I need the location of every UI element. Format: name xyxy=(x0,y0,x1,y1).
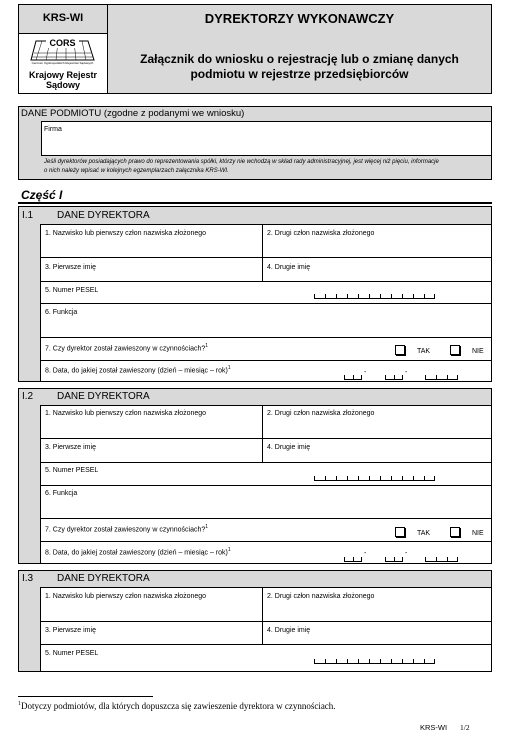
director-number-3: I.3 xyxy=(22,573,34,584)
second-surname-label: 2. Drugi człon nazwiska złożonego xyxy=(267,593,375,600)
date-year-boxes[interactable] xyxy=(425,375,458,380)
pesel-label: 5. Numer PESEL xyxy=(45,467,99,474)
date-month-boxes[interactable] xyxy=(385,375,403,380)
suspension-date-label: 8. Data, do jakiej został zawieszony (dzień – miesiąc – rok)$^1$ xyxy=(45,365,231,375)
surname-label: 1. Nazwisko lub pierwszy człon nazwiska złożonego xyxy=(45,230,207,237)
suspended-question: 7. Czy dyrektor został zawieszony w czynnościach?$^1$ xyxy=(45,524,209,534)
suspended-no-checkbox[interactable] xyxy=(450,345,460,355)
function-label: 6. Funkcja xyxy=(45,490,78,497)
second-surname-label: 2. Drugi człon nazwiska złożonego xyxy=(267,410,375,417)
function-field[interactable] xyxy=(41,304,491,337)
page-title: DYREKTORZY WYKONAWCZY xyxy=(204,11,395,26)
date-day-boxes[interactable] xyxy=(344,375,362,380)
footer-page-number: 1/2 xyxy=(460,723,470,732)
surname-label: 1. Nazwisko lub pierwszy człon nazwiska złożonego xyxy=(45,410,207,417)
entity-heading: DANE PODMIOTU (zgodne z podanymi we wniosku) xyxy=(21,108,245,119)
row-divider xyxy=(40,518,491,519)
footnote-text: Dotyczy podmiotów, dla których dopuszcza się zawieszenie dyrektora w czynnościach. xyxy=(21,701,336,711)
logo-small-text: Centrum Ogólnopolskich Rejestrów Sądowych xyxy=(31,61,94,65)
pesel-digit-boxes[interactable] xyxy=(314,294,435,299)
function-label: 6. Funkcja xyxy=(45,309,78,316)
date-separator: - xyxy=(364,369,367,376)
suspension-date-label: 8. Data, do jakiej został zawieszony (dzień – miesiąc – rok)$^1$ xyxy=(45,547,231,557)
second-name-label: 4. Drugie imię xyxy=(267,444,311,451)
date-separator: - xyxy=(364,550,367,557)
footnote-ref: 1 xyxy=(205,524,209,530)
row-divider xyxy=(40,337,491,338)
director-number-2: I.2 xyxy=(22,391,34,402)
suspended-no-label: NIE xyxy=(472,530,484,537)
second-name-label: 4. Drugie imię xyxy=(267,627,311,634)
date-separator: - xyxy=(405,550,408,557)
director-heading-2: DANE DYREKTORA xyxy=(57,391,150,402)
surname-label: 1. Nazwisko lub pierwszy człon nazwiska złożonego xyxy=(45,593,207,600)
row-divider xyxy=(40,644,491,645)
footnote-mark: 1 xyxy=(18,701,21,707)
first-name-label: 3. Pierwsze imię xyxy=(45,444,96,451)
date-month-boxes[interactable] xyxy=(385,557,403,562)
form-code-divider xyxy=(18,33,107,34)
second-surname-label: 2. Drugi człon nazwiska złożonego xyxy=(267,230,375,237)
footnote xyxy=(18,699,336,712)
part-title: Część I xyxy=(21,188,63,202)
footer-form-code: KRS-WI xyxy=(420,723,448,732)
firm-field[interactable] xyxy=(41,121,491,156)
suspended-question: 7. Czy dyrektor został zawieszony w czynnościach?$^1$ xyxy=(45,343,209,353)
registry-name-line1: Krajowy Rejestr xyxy=(28,70,98,80)
entity-note-line1: Jeśli dyrektorów posiadających prawo do reprezentowania spółki, którzy nie wchodzą w skład rady administracyjnej, jest więcej niż pięciu, informacje xyxy=(44,159,439,165)
second-name-label: 4. Drugie imię xyxy=(267,264,311,271)
suspended-yes-checkbox[interactable] xyxy=(395,345,405,355)
firm-label: Firma xyxy=(44,126,62,133)
suspended-no-label: NIE xyxy=(472,348,484,355)
director-heading-3: DANE DYREKTORA xyxy=(57,573,150,584)
page-subtitle-line2: podmiotu w rejestrze przedsiębiorców xyxy=(190,67,409,81)
registry-name-line2: Sądowy xyxy=(45,80,80,90)
page-subtitle-line1: Załącznik do wniosku o rejestrację lub o zmianę danych xyxy=(140,52,459,66)
row-divider xyxy=(40,360,491,361)
logo-text: CORS xyxy=(49,38,76,48)
pesel-digit-boxes[interactable] xyxy=(314,659,435,664)
footnote-rule xyxy=(18,696,153,697)
director-heading-1: DANE DYREKTORA xyxy=(57,210,150,221)
entity-note-line2: o nich należy wpisać w kolejnych egzemplarzach załącznika KRS-WI. xyxy=(44,168,229,174)
date-year-boxes[interactable] xyxy=(425,557,458,562)
suspended-yes-checkbox[interactable] xyxy=(395,527,405,537)
date-separator: - xyxy=(405,369,408,376)
first-name-label: 3. Pierwsze imię xyxy=(45,627,96,634)
cors-logo xyxy=(30,36,95,68)
footnote-ref: 1 xyxy=(227,365,231,371)
director-number-1: I.1 xyxy=(22,210,34,221)
suspended-no-checkbox[interactable] xyxy=(450,527,460,537)
date-day-boxes[interactable] xyxy=(344,557,362,562)
row-divider xyxy=(40,462,491,463)
pesel-label: 5. Numer PESEL xyxy=(45,287,99,294)
form-code: KRS-WI xyxy=(42,12,84,24)
first-name-label: 3. Pierwsze imię xyxy=(45,264,96,271)
suspended-yes-label: TAK xyxy=(417,530,431,537)
footnote-ref: 1 xyxy=(227,547,231,553)
pesel-digit-boxes[interactable] xyxy=(314,476,435,481)
part-title-underline xyxy=(18,202,492,204)
suspended-yes-label: TAK xyxy=(417,348,431,355)
row-divider xyxy=(40,281,491,282)
pesel-label: 5. Numer PESEL xyxy=(45,650,99,657)
function-field[interactable] xyxy=(41,486,491,518)
row-divider xyxy=(40,541,491,542)
footnote-ref: 1 xyxy=(205,343,209,349)
